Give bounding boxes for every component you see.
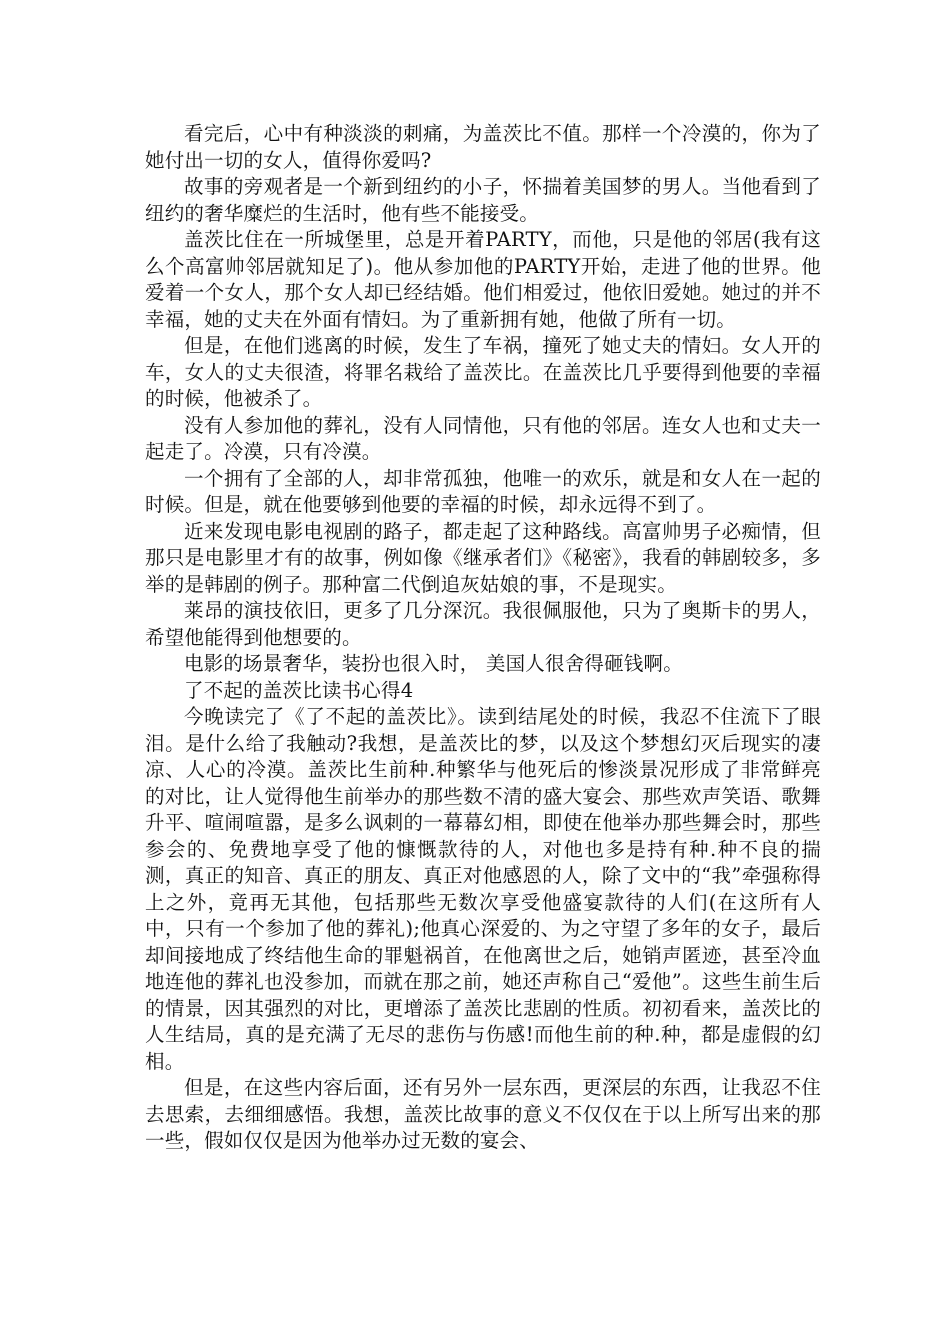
paragraph: 莱昂的演技依旧，更多了几分深沉。我很佩服他，只为了奥斯卡的男人，希望他能得到他想要的。	[145, 599, 821, 649]
paragraph: 看完后，心中有种淡淡的刺痛，为盖茨比不值。那样一个冷漠的，你为了她付出一切的女人，值得你爱吗?	[145, 122, 821, 172]
paragraph: 但是，在他们逃离的时候，发生了车祸，撞死了她丈夫的情妇。女人开的车，女人的丈夫很渣，将罪名栽给了盖茨比。在盖茨比几乎要得到他要的幸福的时候，他被杀了。	[145, 334, 821, 410]
paragraph: 今晚读完了《了不起的盖茨比》。读到结尾处的时候，我忍不住流下了眼泪。是什么给了我触动?我想，是盖茨比的梦，以及这个梦想幻灭后现实的凄凉、人心的冷漠。盖茨比生前种.种繁华与他死后的惨淡景况形成了非常鲜亮的对比，让人觉得他生前举办的那些数不清的盛大宴会、那些欢声笑语、歌舞升平、喧闹喧嚣，是多么讽刺的一幕幕幻相，即使在他举办那些舞会时，那些参会的、免费地享受了他的慷慨款待的人，对他也多是持有种.种不良的揣测，真正的知音、真正的朋友、真正对他感恩的人，除了文中的“我”牵强称得上之外，竟再无其他，包括那些无数次享受他盛宴款待的人们(在这所有人中，只有一个参加了他的葬礼);他真心深爱的、为之守望了多年的女子，最后却间接地成了终结他生命的罪魁祸首，在他离世之后，她销声匿迹，甚至冷血地连他的葬礼也没参加，而就在那之前，她还声称自己“爱他”。这些生前生后的情景，因其强烈的对比，更增添了盖茨比悲剧的性质。初初看来，盖茨比的人生结局，真的是充满了无尽的悲伤与伤感!而他生前的种.种，都是虚假的幻相。	[145, 705, 821, 1073]
document-body	[145, 121, 821, 1155]
paragraph: 但是，在这些内容后面，还有另外一层东西，更深层的东西，让我忍不住去思索，去细细感悟。我想，盖茨比故事的意义不仅仅在于以上所写出来的那一些，假如仅仅是因为他举办过无数的宴会、	[145, 1076, 821, 1152]
paragraph: 电影的场景奢华，装扮也很入时， 美国人很舍得砸钱啊。	[184, 652, 683, 675]
paragraph: 近来发现电影电视剧的路子，都走起了这种路线。高富帅男子必痴情，但那只是电影里才有的故事，例如像《继承者们》《秘密》，我看的韩剧较多，多举的是韩剧的例子。那种富二代倒追灰姑娘的事，不是现实。	[145, 519, 821, 596]
section-heading: 了不起的盖茨比读书心得4	[184, 678, 414, 702]
paragraph: 一个拥有了全部的人，却非常孤独，他唯一的欢乐，就是和女人在一起的时候。但是，就在他要够到他要的幸福的时候，却永远得不到了。	[145, 466, 821, 516]
paragraph: 盖茨比住在一所城堡里，总是开着PARTY，而他，只是他的邻居(我有这么个高富帅邻居就知足了)。他从参加他的PARTY开始，走进了他的世界。他爱着一个女人，那个女人却已经结婚。他们相爱过，他依旧爱她。她过的并不幸福，她的丈夫在外面有情妇。为了重新拥有她，他做了所有一切。	[145, 228, 821, 331]
paragraph: 没有人参加他的葬礼，没有人同情他，只有他的邻居。连女人也和丈夫一起走了。冷漠，只有冷漠。	[145, 413, 821, 463]
paragraph: 故事的旁观者是一个新到纽约的小子，怀揣着美国梦的男人。当他看到了纽约的奢华糜烂的生活时，他有些不能接受。	[145, 175, 821, 225]
